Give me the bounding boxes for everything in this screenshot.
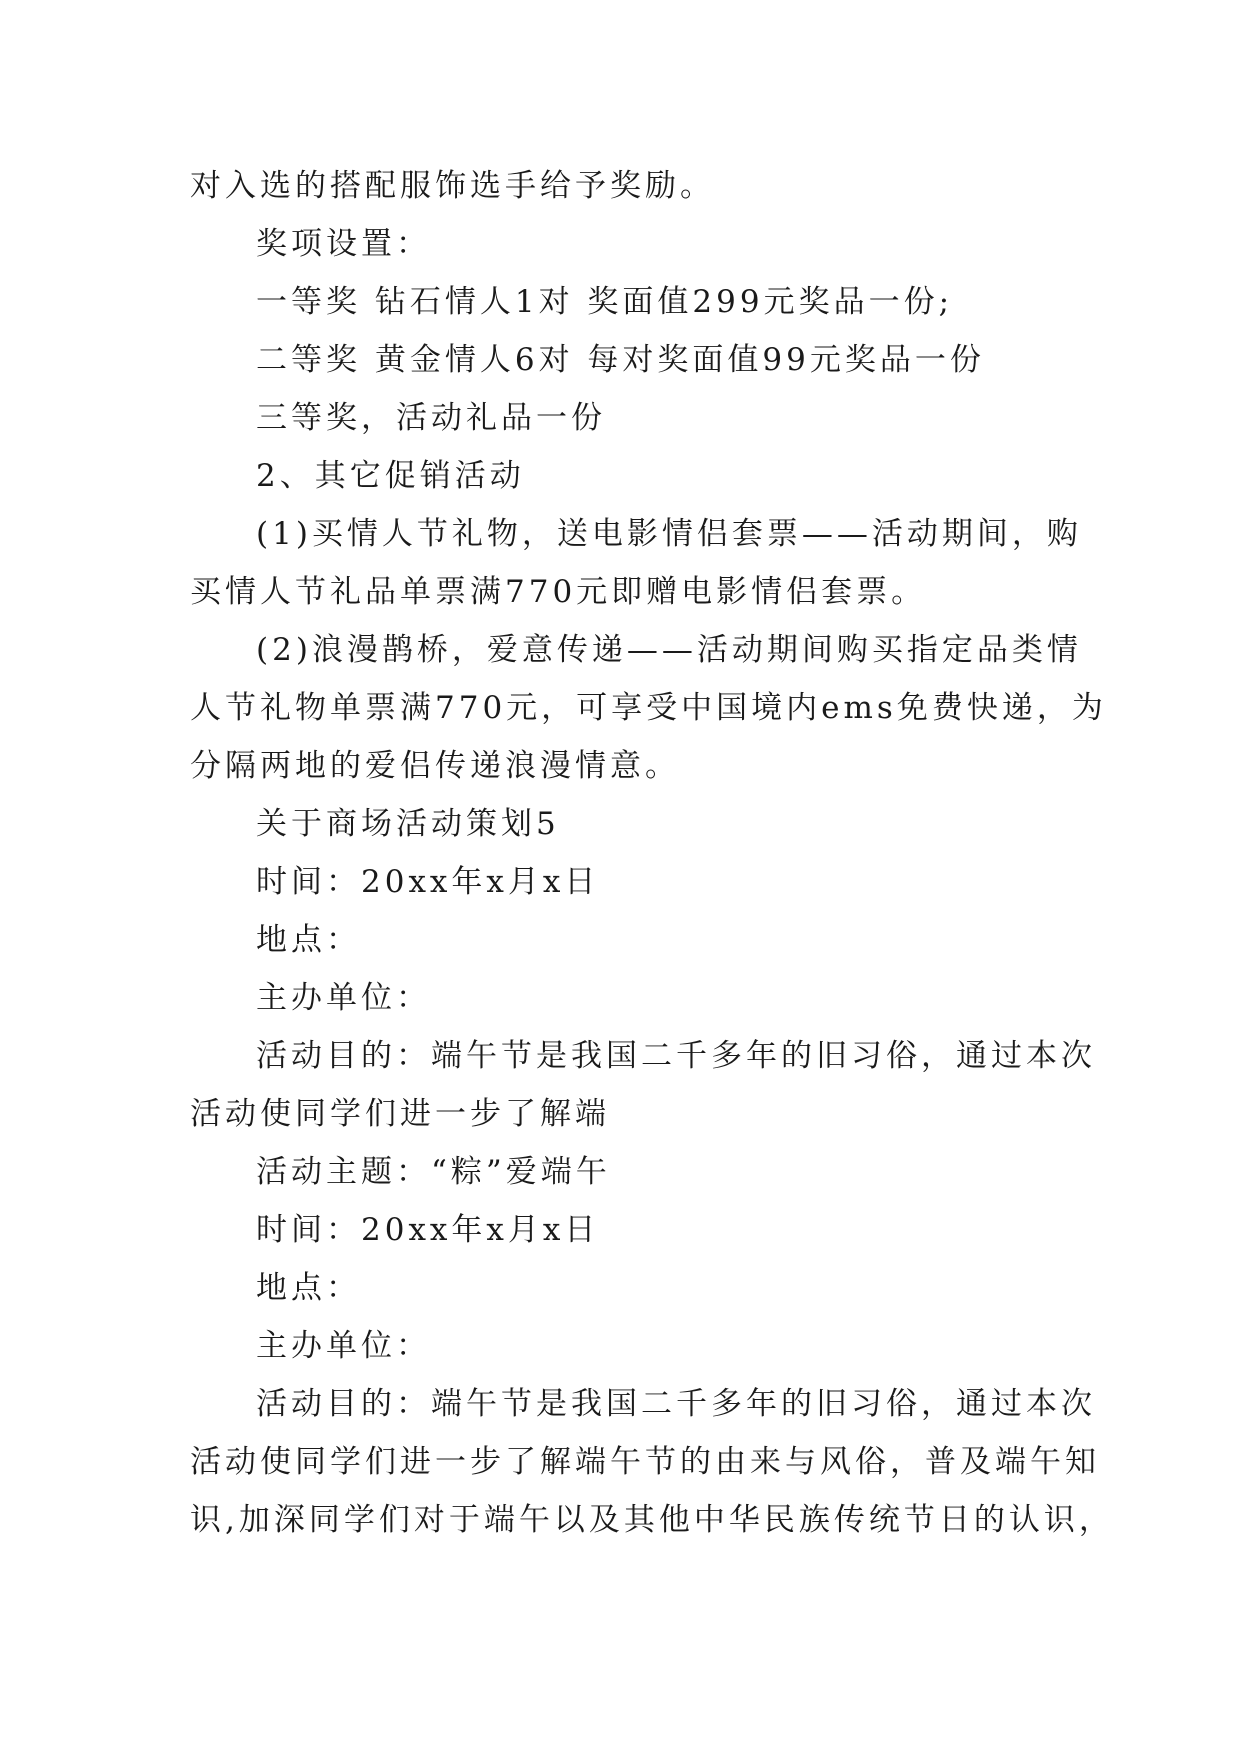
body-line: 人节礼物单票满770元，可享受中国境内ems免费快递，为 <box>190 690 1107 726</box>
section-heading: 关于商场活动策划5 <box>256 806 560 842</box>
body-line: 买情人节礼品单票满770元即赠电影情侣套票。 <box>190 574 927 610</box>
body-line: 2、其它促销活动 <box>256 458 525 494</box>
body-line: 三等奖，活动礼品一份 <box>256 400 606 436</box>
body-line: 时间：20xx年x月x日 <box>256 1212 600 1248</box>
body-line: 识,加深同学们对于端午以及其他中华民族传统节日的认识， <box>190 1502 1114 1538</box>
body-line: 主办单位： <box>256 1328 431 1364</box>
body-line: 活动主题：“粽”爱端午 <box>256 1154 611 1190</box>
body-line: (2)浪漫鹊桥，爱意传递——活动期间购买指定品类情 <box>256 632 1082 668</box>
body-line: 时间：20xx年x月x日 <box>256 864 600 900</box>
body-line: 主办单位： <box>256 980 431 1016</box>
body-line: 活动目的：端午节是我国二千多年的旧习俗，通过本次 <box>256 1038 1096 1074</box>
body-line: 地点： <box>256 922 361 958</box>
body-line: 地点： <box>256 1270 361 1306</box>
body-line: 一等奖 钻石情人1对 奖面值299元奖品一份; <box>256 284 954 320</box>
body-line: 活动目的：端午节是我国二千多年的旧习俗，通过本次 <box>256 1386 1096 1422</box>
body-line: (1)买情人节礼物，送电影情侣套票——活动期间，购 <box>256 516 1082 552</box>
body-line: 活动使同学们进一步了解端 <box>190 1096 610 1132</box>
body-line: 二等奖 黄金情人6对 每对奖面值99元奖品一份 <box>256 342 985 378</box>
document-body <box>190 157 1114 1549</box>
body-line: 对入选的搭配服饰选手给予奖励。 <box>190 168 715 204</box>
body-line: 奖项设置： <box>256 226 431 262</box>
body-line: 活动使同学们进一步了解端午节的由来与风俗，普及端午知 <box>190 1444 1100 1480</box>
body-line: 分隔两地的爱侣传递浪漫情意。 <box>190 748 680 784</box>
